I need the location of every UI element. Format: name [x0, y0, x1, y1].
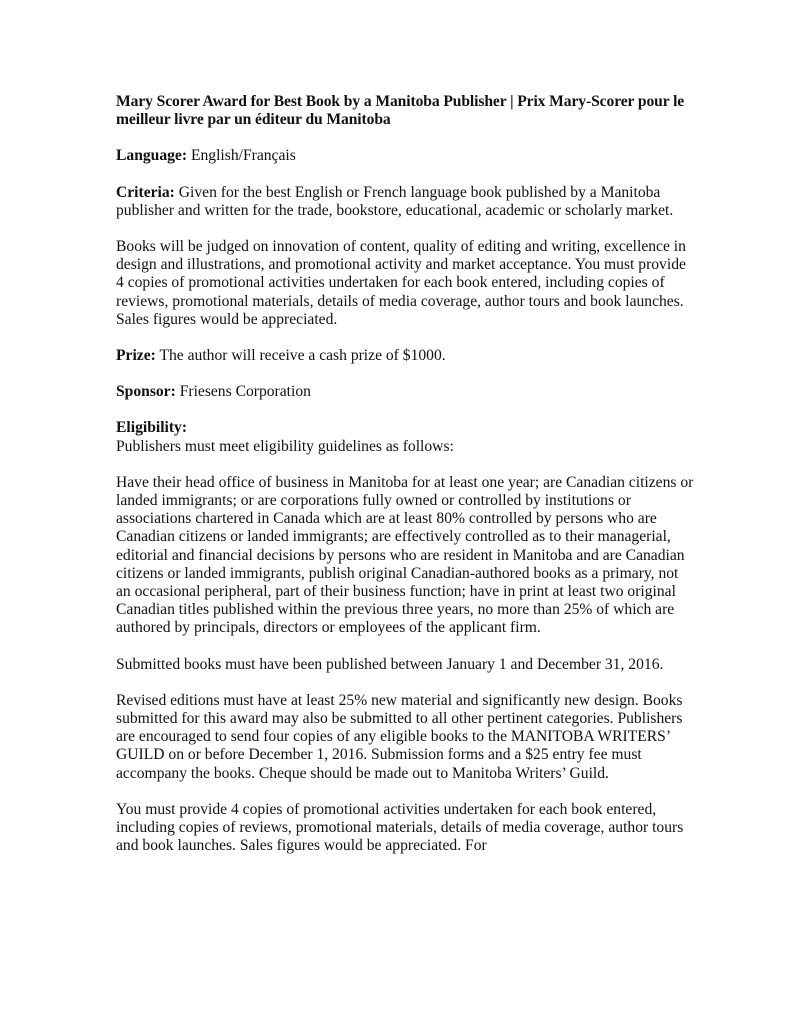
judging-paragraph: Books will be judged on innovation of content, quality of editing and writing, excellence in design and illustrations, and promotional activity and market acceptance. You must provide 4 copies of promotional activities undertaken for each book entered, including copies of reviews, promotional materials, details of media coverage, author tours and book launches. Sales figures would be appreciated.: [116, 238, 686, 328]
prize-line: [116, 347, 696, 365]
dates-paragraph: Submitted books must have been published between January 1 and December 31, 2016.: [116, 655, 664, 673]
document-page: [116, 93, 696, 874]
sponsor-label: Sponsor:: [116, 383, 176, 401]
eligibility-section: [116, 419, 696, 455]
prize-label: Prize:: [116, 347, 156, 365]
promotional-paragraph: You must provide 4 copies of promotional activities undertaken for each book entered, including copies of reviews, promotional materials, details of media coverage, author tours and book launches. Sales figures would be appreciated. For: [116, 800, 684, 855]
eligibility-paragraph: Have their head office of business in Manitoba for at least one year; are Canadian citizens or landed immigrants; or are corporations fully owned or controlled by institutions or associations chartered in Canada which are at least 80% controlled by persons who are Canadian citizens or landed immigrants; are effectively controlled as to their managerial, editorial and financial decisions by persons who are resident in Manitoba and are Canadian citizens or landed immigrants, publish original Canadian-authored books as a primary, not an occasional peripheral, part of their business function; have in print at least two original Canadian titles published within the previous three years, no more than 25% of which are authored by principals, directors or employees of the applicant firm.: [116, 473, 694, 637]
eligibility-heading: Eligibility:: [116, 419, 188, 437]
language-value: English/Français: [190, 147, 296, 165]
prize-value: The author will receive a cash prize of $1000.: [159, 347, 446, 365]
criteria-label: Criteria:: [116, 183, 175, 201]
sponsor-line: [116, 383, 696, 401]
criteria-paragraph: [116, 184, 696, 220]
sponsor-value: Friesens Corporation: [179, 383, 311, 401]
criteria-value: Given for the best English or French language book published by a Manitoba publisher and written for the trade, bookstore, educational, academic or scholarly market.: [116, 183, 674, 219]
eligibility-intro: Publishers must meet eligibility guidelines as follows:: [116, 437, 454, 455]
language-label: Language:: [116, 147, 188, 165]
revised-editions-paragraph: Revised editions must have at least 25% new material and significantly new design. Books submitted for this award may also be submitted to all other pertinent categories. Publishers are encouraged to send four copies of any eligible books to the MANITOBA WRITERS’ GUILD on or before December 1, 2016. Submission forms and a $25 entry fee must accompany the books. Cheque should be made out to Manitoba Writers’ Guild.: [116, 691, 683, 782]
document-title: Mary Scorer Award for Best Book by a Manitoba Publisher | Prix Mary-Scorer pour le meilleur livre par un éditeur du Manitoba: [116, 93, 685, 129]
language-line: [116, 147, 696, 165]
